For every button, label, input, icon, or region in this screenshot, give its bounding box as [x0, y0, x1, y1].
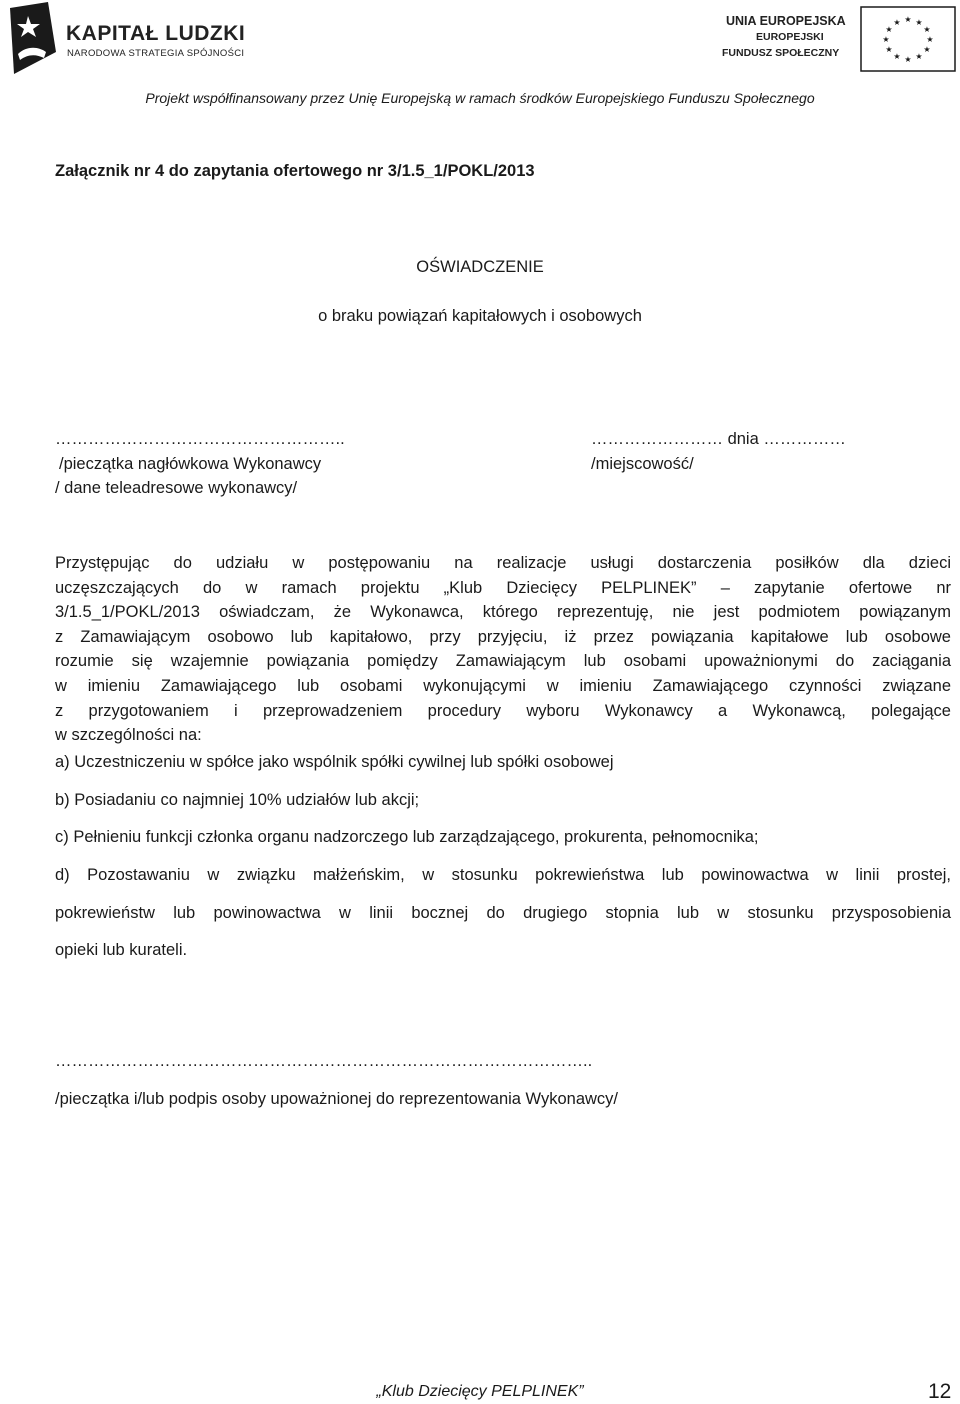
svg-text:★: ★: [915, 18, 923, 27]
eu-logo-line1: UNIA EUROPEJSKA: [726, 14, 846, 28]
svg-text:★: ★: [926, 35, 934, 44]
kapital-ludzki-title: KAPITAŁ LUDZKI: [66, 22, 246, 45]
kapital-ludzki-subtitle: NARODOWA STRATEGIA SPÓJNOŚCI: [67, 48, 245, 59]
item-d-line: d) Pozostawaniu w związku małżeńskim, w stosunku pokrewieństwa lub powinowactwa w linii prostej,: [55, 866, 951, 884]
declaration-line: Przystępując do udziału w postępowaniu na realizacje usługi dostarczenia posiłków dla dzieci: [55, 554, 951, 572]
svg-text:★: ★: [904, 55, 912, 64]
place-date-block: [591, 427, 846, 476]
svg-text:★: ★: [923, 45, 931, 54]
item-b: b) Posiadaniu co najmniej 10% udziałów lub akcji;: [55, 791, 420, 809]
signature-label: /pieczątka i/lub podpis osoby upoważnionej do reprezentowania Wykonawcy/: [55, 1090, 619, 1108]
svg-text:★: ★: [923, 25, 931, 34]
document-subtitle: o braku powiązań kapitałowych i osobowych: [318, 307, 642, 325]
contact-label: / dane teleadresowe wykonawcy/: [55, 479, 298, 498]
declaration-line: w imieniu Zamawiającego lub osobami wykonującymi w imieniu Zamawiającego czynności związane: [55, 676, 951, 695]
kapital-ludzki-logo: [4, 2, 264, 74]
item-d-line: opieki lub kurateli.: [55, 941, 188, 960]
svg-text:★: ★: [885, 45, 893, 54]
item-a: a) Uczestniczeniu w spółce jako wspólnik spółki cywilnej lub spółki osobowej: [55, 753, 614, 771]
cofinancing-note: Projekt współfinansowany przez Unię Europejską w ramach środków Europejskiego Funduszu Społecznego: [145, 90, 815, 106]
signature-dots: ……………………………………………………………………………………..: [55, 1052, 593, 1070]
kapital-ludzki-emblem-icon: [4, 2, 60, 74]
page-number: 12: [928, 1380, 952, 1403]
eu-flag-icon: [860, 6, 956, 72]
place-label: /miejscowość/: [591, 454, 694, 473]
declaration-line: w szczególności na:: [55, 726, 202, 745]
document-title: OŚWIADCZENIE: [416, 258, 544, 276]
item-d-line: pokrewieństw lub powinowactwa w linii bocznej do drugiego stopnia lub w stosunku przysposobienia: [55, 903, 951, 922]
declaration-line: z przygotowaniem i przeprowadzeniem procedury wyboru Wykonawcy a Wykonawcą, polegające: [55, 701, 951, 720]
eu-logo-line2: EUROPEJSKI: [756, 31, 824, 43]
declaration-line: z Zamawiającym osobowo lub kapitałowo, przy przyjęciu, iż przez powiązania kapitałowe lub osobowe: [55, 627, 951, 646]
footer-project-name: „Klub Dziecięcy PELPLINEK”: [376, 1383, 584, 1400]
svg-text:★: ★: [885, 25, 893, 34]
svg-text:★: ★: [882, 35, 890, 44]
declaration-line: rozumie się wzajemnie powiązania pomiędzy Zamawiającym lub osobami upoważnionymi do zaciągania: [55, 652, 951, 671]
declaration-line: 3/1.5_1/POKL/2013 oświadczam, że Wykonawca, którego reprezentuję, nie jest podmiotem powiązanym: [55, 603, 951, 622]
place-date-dots: …………………… dnia ……………: [591, 430, 846, 448]
stamp-dots: ……………………………………………..: [55, 430, 345, 448]
declaration-line: uczęszczających do w ramach projektu „Klub Dziecięcy PELPLINEK” – zapytanie ofertowe nr: [55, 578, 951, 597]
stamp-block: [55, 427, 345, 501]
item-c: c) Pełnieniu funkcji członka organu nadzorczego lub zarządzającego, prokurenta, pełnomocnika;: [55, 828, 759, 846]
svg-text:★: ★: [893, 52, 901, 61]
eu-logo-line3: FUNDUSZ SPOŁECZNY: [722, 47, 840, 59]
svg-text:★: ★: [893, 18, 901, 27]
declaration-paragraph: [55, 551, 951, 748]
annex-heading: Załącznik nr 4 do zapytania ofertowego nr 3/1.5_1/POKL/2013: [55, 162, 535, 180]
svg-text:★: ★: [904, 15, 912, 24]
item-d: [55, 863, 951, 963]
eu-logo: [722, 6, 956, 72]
svg-text:★: ★: [915, 52, 923, 61]
stamp-label: /pieczątka nagłówkowa Wykonawcy: [59, 454, 322, 473]
